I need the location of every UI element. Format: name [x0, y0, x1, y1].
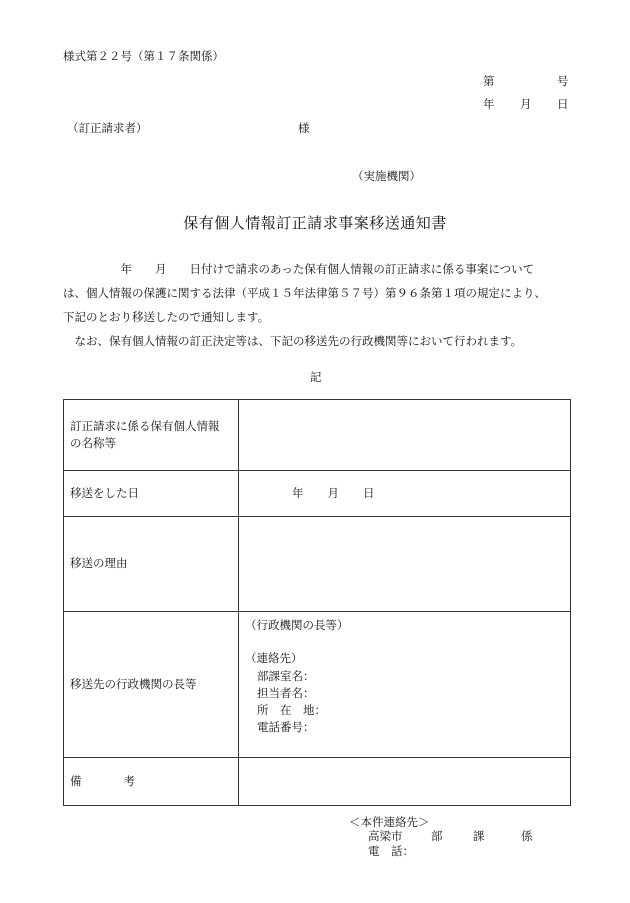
footer-department: 部: [431, 829, 443, 843]
ki-heading: 記: [310, 370, 322, 384]
reason-label: 移送の理由: [64, 517, 239, 612]
reason-value-field[interactable]: [239, 517, 571, 612]
recipient-value-field[interactable]: [239, 612, 571, 758]
transfer-date-field[interactable]: [239, 471, 571, 517]
subject-value-field[interactable]: [239, 400, 571, 471]
document-title: 保有個人情報訂正請求事案移送通知書: [183, 214, 447, 232]
issue-date-month: 月: [520, 97, 532, 111]
contact-person-label: 担当者名：: [257, 685, 315, 700]
transfer-date-label: 移送をした日: [64, 471, 239, 517]
notes-value-field[interactable]: [239, 758, 571, 806]
honorific: 様: [298, 121, 310, 135]
footer-city: 高梁市: [368, 829, 403, 843]
form-reference: 様式第２２号（第１７条関係）: [63, 49, 224, 63]
body-paragraph-1-line-1: 年 月 日付けで請求のあった保有個人情報の訂正請求に係る事案について: [63, 262, 535, 276]
issue-date-year: 年: [483, 97, 495, 111]
body-paragraph-1-line-2: は、個人情報の保護に関する法律（平成１５年法律第５７号）第９６条第１項の規定により、: [63, 286, 546, 300]
footer-section: 課: [473, 829, 485, 843]
footer-unit: 係: [521, 829, 533, 843]
contact-address-label: 所 在 地：: [257, 703, 326, 717]
recipient-head: （行政機関の長等）: [245, 618, 349, 632]
doc-number-suffix: 号: [557, 74, 569, 88]
agency-label: （実施機関）: [352, 169, 421, 183]
subject-label-cell: [64, 400, 239, 471]
body-paragraph-1-line-3: 下記のとおり移送したので通知します。: [63, 310, 270, 324]
notes-label: [64, 758, 239, 806]
recipient-label: 移送先の行政機関の長等: [64, 612, 239, 758]
table-row: [64, 517, 571, 612]
transfer-date-month: 月: [327, 485, 339, 500]
requester-label: （訂正請求者）: [67, 121, 148, 135]
footer-phone-label: 電 話：: [368, 844, 414, 858]
subject-label-line-2: の名称等: [70, 436, 116, 450]
table-row: [64, 400, 571, 471]
transfer-date-day: 日: [363, 485, 375, 500]
table-row: [64, 758, 571, 806]
contact-dept-label: 部課室名：: [257, 668, 315, 683]
body-paragraph-2: なお、保有個人情報の訂正決定等は、下記の移送先の行政機関等において行われます。: [63, 334, 523, 348]
footer-contact-heading: ＜本件連絡先＞: [349, 815, 430, 829]
subject-label-line-1: 訂正請求に係る保有個人情報: [70, 418, 220, 433]
notes-label-2: 考: [123, 773, 135, 788]
notes-label-1: 備: [70, 773, 82, 788]
doc-number-prefix: 第: [483, 74, 495, 88]
contact-head: （連絡先）: [245, 651, 303, 666]
transfer-date-year: 年: [292, 485, 304, 500]
table-row: [64, 471, 571, 517]
table-row: [64, 612, 571, 758]
transfer-details-table: [63, 399, 571, 806]
contact-phone-label: 電話番号：: [257, 720, 315, 735]
issue-date-day: 日: [557, 97, 569, 111]
